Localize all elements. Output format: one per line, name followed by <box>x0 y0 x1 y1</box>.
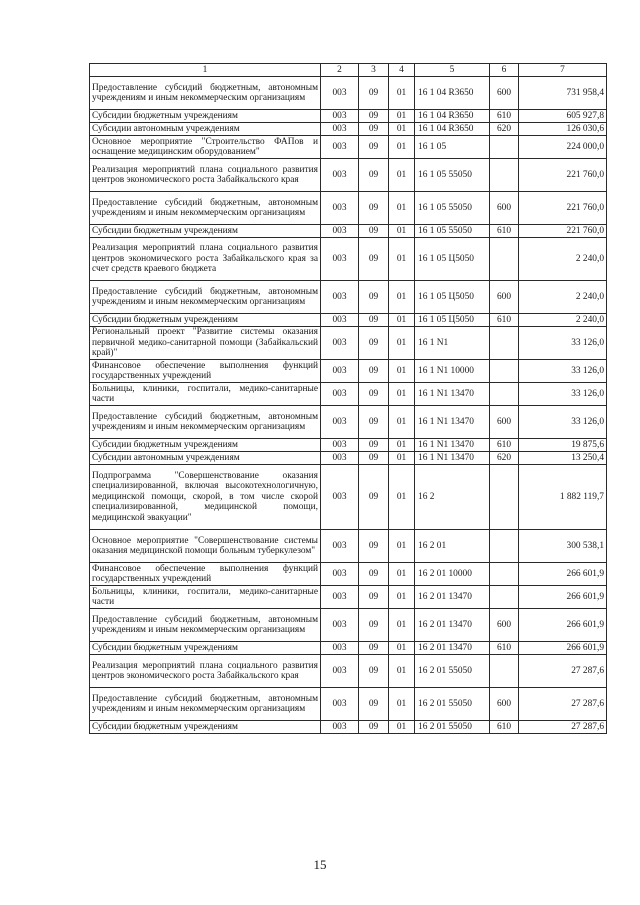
table-row <box>90 655 607 688</box>
row-amount-cell: 221 760,0 <box>519 159 607 192</box>
budget-table <box>89 63 607 734</box>
row-target-article-cell: 16 1 04 R3650 <box>415 77 490 110</box>
column-header-1: 1 <box>90 64 321 77</box>
row-section-cell: 09 <box>359 563 389 586</box>
row-code-cell: 003 <box>321 452 359 465</box>
table-row <box>90 123 607 136</box>
row-section-cell: 09 <box>359 439 389 452</box>
row-target-article-cell: 16 2 01 13470 <box>415 642 490 655</box>
row-amount-cell: 33 126,0 <box>519 327 607 360</box>
row-name-cell: Субсидии автономным учреждениям <box>90 123 321 136</box>
row-target-article-cell: 16 2 01 55050 <box>415 721 490 734</box>
row-target-article-cell: 16 1 05 55050 <box>415 159 490 192</box>
row-name-cell: Предоставление субсидий бюджетным, автономным учреждениям и иным некоммерческим организациям <box>90 281 321 314</box>
row-code-cell: 003 <box>321 77 359 110</box>
row-section-cell: 09 <box>359 136 389 159</box>
row-name-cell: Основное мероприятие "Строительство ФАПов и оснащение медицинским оборудованием" <box>90 136 321 159</box>
row-code-cell: 003 <box>321 642 359 655</box>
row-expense-type-cell <box>490 327 519 360</box>
row-amount-cell: 2 240,0 <box>519 314 607 327</box>
row-code-cell: 003 <box>321 563 359 586</box>
row-expense-type-cell <box>490 360 519 383</box>
row-section-cell: 09 <box>359 642 389 655</box>
row-target-article-cell: 16 2 01 13470 <box>415 609 490 642</box>
row-expense-type-cell: 600 <box>490 281 519 314</box>
row-expense-type-cell <box>490 159 519 192</box>
row-section-cell: 09 <box>359 465 389 530</box>
column-header-6: 6 <box>490 64 519 77</box>
row-name-cell: Подпрограмма "Совершенствование оказания специализированной, включая высокотехнологичную, медицинской помощи, скорой, в том числе скорой специализированной, медицинской помощи, медицинской эвакуации" <box>90 465 321 530</box>
row-section-cell: 09 <box>359 110 389 123</box>
table-row <box>90 77 607 110</box>
row-code-cell: 003 <box>321 238 359 281</box>
row-code-cell: 003 <box>321 225 359 238</box>
row-code-cell: 003 <box>321 721 359 734</box>
row-amount-cell: 224 000,0 <box>519 136 607 159</box>
row-expense-type-cell: 600 <box>490 406 519 439</box>
row-subsection-cell: 01 <box>389 238 415 281</box>
row-amount-cell: 266 601,9 <box>519 609 607 642</box>
table-row <box>90 406 607 439</box>
row-section-cell: 09 <box>359 586 389 609</box>
row-amount-cell: 300 538,1 <box>519 530 607 563</box>
row-amount-cell: 1 882 119,7 <box>519 465 607 530</box>
row-name-cell: Предоставление субсидий бюджетным, автономным учреждениям и иным некоммерческим организациям <box>90 77 321 110</box>
table-row <box>90 327 607 360</box>
row-expense-type-cell: 600 <box>490 77 519 110</box>
table-row <box>90 465 607 530</box>
table-row <box>90 530 607 563</box>
row-section-cell: 09 <box>359 159 389 192</box>
row-target-article-cell: 16 2 01 55050 <box>415 655 490 688</box>
page-number: 15 <box>313 857 327 872</box>
row-expense-type-cell: 610 <box>490 721 519 734</box>
row-expense-type-cell <box>490 563 519 586</box>
header-row <box>90 64 607 77</box>
row-name-cell: Больницы, клиники, госпитали, медико-санитарные части <box>90 586 321 609</box>
row-subsection-cell: 01 <box>389 642 415 655</box>
row-code-cell: 003 <box>321 406 359 439</box>
column-header-5: 5 <box>415 64 490 77</box>
row-subsection-cell: 01 <box>389 406 415 439</box>
row-code-cell: 003 <box>321 110 359 123</box>
table-row <box>90 192 607 225</box>
table-body <box>90 77 607 734</box>
table-row <box>90 452 607 465</box>
row-section-cell: 09 <box>359 452 389 465</box>
row-expense-type-cell <box>490 530 519 563</box>
column-header-7: 7 <box>519 64 607 77</box>
row-amount-cell: 266 601,9 <box>519 586 607 609</box>
row-target-article-cell: 16 2 01 55050 <box>415 688 490 721</box>
row-subsection-cell: 01 <box>389 77 415 110</box>
row-amount-cell: 27 287,6 <box>519 688 607 721</box>
row-target-article-cell: 16 1 N1 13470 <box>415 452 490 465</box>
table-row <box>90 383 607 406</box>
table-row <box>90 563 607 586</box>
row-subsection-cell: 01 <box>389 439 415 452</box>
row-expense-type-cell <box>490 465 519 530</box>
row-section-cell: 09 <box>359 327 389 360</box>
row-amount-cell: 13 250,4 <box>519 452 607 465</box>
row-target-article-cell: 16 1 N1 13470 <box>415 383 490 406</box>
row-amount-cell: 19 875,6 <box>519 439 607 452</box>
row-name-cell: Региональный проект "Развитие системы оказания первичной медико-санитарной помощи (Забайкальский край)" <box>90 327 321 360</box>
table-row <box>90 159 607 192</box>
row-amount-cell: 27 287,6 <box>519 655 607 688</box>
row-target-article-cell: 16 1 05 Ц5050 <box>415 281 490 314</box>
row-code-cell: 003 <box>321 159 359 192</box>
row-name-cell: Субсидии бюджетным учреждениям <box>90 721 321 734</box>
row-subsection-cell: 01 <box>389 563 415 586</box>
column-header-3: 3 <box>359 64 389 77</box>
row-name-cell: Субсидии бюджетным учреждениям <box>90 642 321 655</box>
row-subsection-cell: 01 <box>389 327 415 360</box>
row-expense-type-cell: 610 <box>490 225 519 238</box>
row-code-cell: 003 <box>321 439 359 452</box>
row-expense-type-cell: 610 <box>490 642 519 655</box>
row-code-cell: 003 <box>321 192 359 225</box>
row-subsection-cell: 01 <box>389 465 415 530</box>
row-code-cell: 003 <box>321 314 359 327</box>
table-row <box>90 225 607 238</box>
table-row <box>90 314 607 327</box>
row-expense-type-cell <box>490 655 519 688</box>
row-target-article-cell: 16 2 <box>415 465 490 530</box>
column-header-2: 2 <box>321 64 359 77</box>
table-row <box>90 360 607 383</box>
row-name-cell: Предоставление субсидий бюджетным, автономным учреждениям и иным некоммерческим организациям <box>90 406 321 439</box>
row-section-cell: 09 <box>359 383 389 406</box>
table-row <box>90 238 607 281</box>
row-target-article-cell: 16 2 01 10000 <box>415 563 490 586</box>
row-code-cell: 003 <box>321 281 359 314</box>
row-subsection-cell: 01 <box>389 281 415 314</box>
row-section-cell: 09 <box>359 406 389 439</box>
row-target-article-cell: 16 1 N1 13470 <box>415 439 490 452</box>
row-expense-type-cell: 610 <box>490 314 519 327</box>
row-target-article-cell: 16 1 N1 10000 <box>415 360 490 383</box>
row-amount-cell: 33 126,0 <box>519 383 607 406</box>
row-subsection-cell: 01 <box>389 110 415 123</box>
row-section-cell: 09 <box>359 688 389 721</box>
row-name-cell: Реализация мероприятий плана социального развития центров экономического роста Забайкальского края <box>90 159 321 192</box>
table-row <box>90 136 607 159</box>
row-subsection-cell: 01 <box>389 123 415 136</box>
row-name-cell: Субсидии бюджетным учреждениям <box>90 439 321 452</box>
row-amount-cell: 266 601,9 <box>519 642 607 655</box>
row-subsection-cell: 01 <box>389 586 415 609</box>
table-row <box>90 642 607 655</box>
row-section-cell: 09 <box>359 225 389 238</box>
row-name-cell: Субсидии автономным учреждениям <box>90 452 321 465</box>
row-amount-cell: 33 126,0 <box>519 406 607 439</box>
row-expense-type-cell: 610 <box>490 439 519 452</box>
row-code-cell: 003 <box>321 360 359 383</box>
row-subsection-cell: 01 <box>389 655 415 688</box>
row-amount-cell: 221 760,0 <box>519 192 607 225</box>
row-code-cell: 003 <box>321 530 359 563</box>
row-expense-type-cell <box>490 238 519 281</box>
row-code-cell: 003 <box>321 123 359 136</box>
row-section-cell: 09 <box>359 360 389 383</box>
table-row <box>90 439 607 452</box>
row-expense-type-cell: 620 <box>490 123 519 136</box>
row-amount-cell: 221 760,0 <box>519 225 607 238</box>
row-target-article-cell: 16 1 05 55050 <box>415 192 490 225</box>
column-header-4: 4 <box>389 64 415 77</box>
row-name-cell: Финансовое обеспечение выполнения функций государственных учреждений <box>90 360 321 383</box>
row-name-cell: Реализация мероприятий плана социального развития центров экономического роста Забайкальского края <box>90 655 321 688</box>
row-section-cell: 09 <box>359 721 389 734</box>
table-row <box>90 688 607 721</box>
row-section-cell: 09 <box>359 123 389 136</box>
row-subsection-cell: 01 <box>389 136 415 159</box>
row-amount-cell: 27 287,6 <box>519 721 607 734</box>
row-subsection-cell: 01 <box>389 530 415 563</box>
row-section-cell: 09 <box>359 609 389 642</box>
row-section-cell: 09 <box>359 77 389 110</box>
row-subsection-cell: 01 <box>389 159 415 192</box>
row-amount-cell: 2 240,0 <box>519 238 607 281</box>
row-code-cell: 003 <box>321 136 359 159</box>
row-subsection-cell: 01 <box>389 225 415 238</box>
row-code-cell: 003 <box>321 688 359 721</box>
row-subsection-cell: 01 <box>389 452 415 465</box>
row-expense-type-cell: 600 <box>490 192 519 225</box>
row-expense-type-cell <box>490 586 519 609</box>
row-expense-type-cell <box>490 383 519 406</box>
row-name-cell: Реализация мероприятий плана социального развития центров экономического роста Забайкальского края за счет средств краевого бюджета <box>90 238 321 281</box>
row-target-article-cell: 16 1 05 55050 <box>415 225 490 238</box>
row-subsection-cell: 01 <box>389 360 415 383</box>
row-amount-cell: 2 240,0 <box>519 281 607 314</box>
row-amount-cell: 605 927,8 <box>519 110 607 123</box>
row-name-cell: Субсидии бюджетным учреждениям <box>90 314 321 327</box>
row-code-cell: 003 <box>321 327 359 360</box>
table-row <box>90 281 607 314</box>
row-amount-cell: 33 126,0 <box>519 360 607 383</box>
row-target-article-cell: 16 1 05 <box>415 136 490 159</box>
row-target-article-cell: 16 2 01 <box>415 530 490 563</box>
row-name-cell: Предоставление субсидий бюджетным, автономным учреждениям и иным некоммерческим организациям <box>90 609 321 642</box>
row-target-article-cell: 16 1 N1 13470 <box>415 406 490 439</box>
row-code-cell: 003 <box>321 655 359 688</box>
table-row <box>90 586 607 609</box>
row-name-cell: Субсидии бюджетным учреждениям <box>90 225 321 238</box>
row-expense-type-cell <box>490 136 519 159</box>
row-amount-cell: 126 030,6 <box>519 123 607 136</box>
row-expense-type-cell: 620 <box>490 452 519 465</box>
row-subsection-cell: 01 <box>389 314 415 327</box>
row-amount-cell: 731 958,4 <box>519 77 607 110</box>
row-subsection-cell: 01 <box>389 383 415 406</box>
row-target-article-cell: 16 1 05 Ц5050 <box>415 314 490 327</box>
row-code-cell: 003 <box>321 383 359 406</box>
row-name-cell: Финансовое обеспечение выполнения функций государственных учреждений <box>90 563 321 586</box>
row-target-article-cell: 16 1 05 Ц5050 <box>415 238 490 281</box>
row-name-cell: Предоставление субсидий бюджетным, автономным учреждениям и иным некоммерческим организациям <box>90 688 321 721</box>
row-section-cell: 09 <box>359 281 389 314</box>
row-expense-type-cell: 600 <box>490 609 519 642</box>
row-subsection-cell: 01 <box>389 721 415 734</box>
row-expense-type-cell: 600 <box>490 688 519 721</box>
row-section-cell: 09 <box>359 530 389 563</box>
row-target-article-cell: 16 2 01 13470 <box>415 586 490 609</box>
row-target-article-cell: 16 1 N1 <box>415 327 490 360</box>
row-name-cell: Основное мероприятие "Совершенствование системы оказания медицинской помощи больным туберкулезом" <box>90 530 321 563</box>
row-name-cell: Больницы, клиники, госпитали, медико-санитарные части <box>90 383 321 406</box>
row-subsection-cell: 01 <box>389 192 415 225</box>
table-row <box>90 110 607 123</box>
row-expense-type-cell: 610 <box>490 110 519 123</box>
table-row <box>90 609 607 642</box>
row-name-cell: Субсидии бюджетным учреждениям <box>90 110 321 123</box>
table-row <box>90 721 607 734</box>
row-section-cell: 09 <box>359 238 389 281</box>
row-name-cell: Предоставление субсидий бюджетным, автономным учреждениям и иным некоммерческим организациям <box>90 192 321 225</box>
row-target-article-cell: 16 1 04 R3650 <box>415 110 490 123</box>
row-section-cell: 09 <box>359 314 389 327</box>
row-code-cell: 003 <box>321 609 359 642</box>
row-target-article-cell: 16 1 04 R3650 <box>415 123 490 136</box>
row-code-cell: 003 <box>321 586 359 609</box>
row-code-cell: 003 <box>321 465 359 530</box>
row-amount-cell: 266 601,9 <box>519 563 607 586</box>
row-subsection-cell: 01 <box>389 688 415 721</box>
row-subsection-cell: 01 <box>389 609 415 642</box>
row-section-cell: 09 <box>359 655 389 688</box>
row-section-cell: 09 <box>359 192 389 225</box>
